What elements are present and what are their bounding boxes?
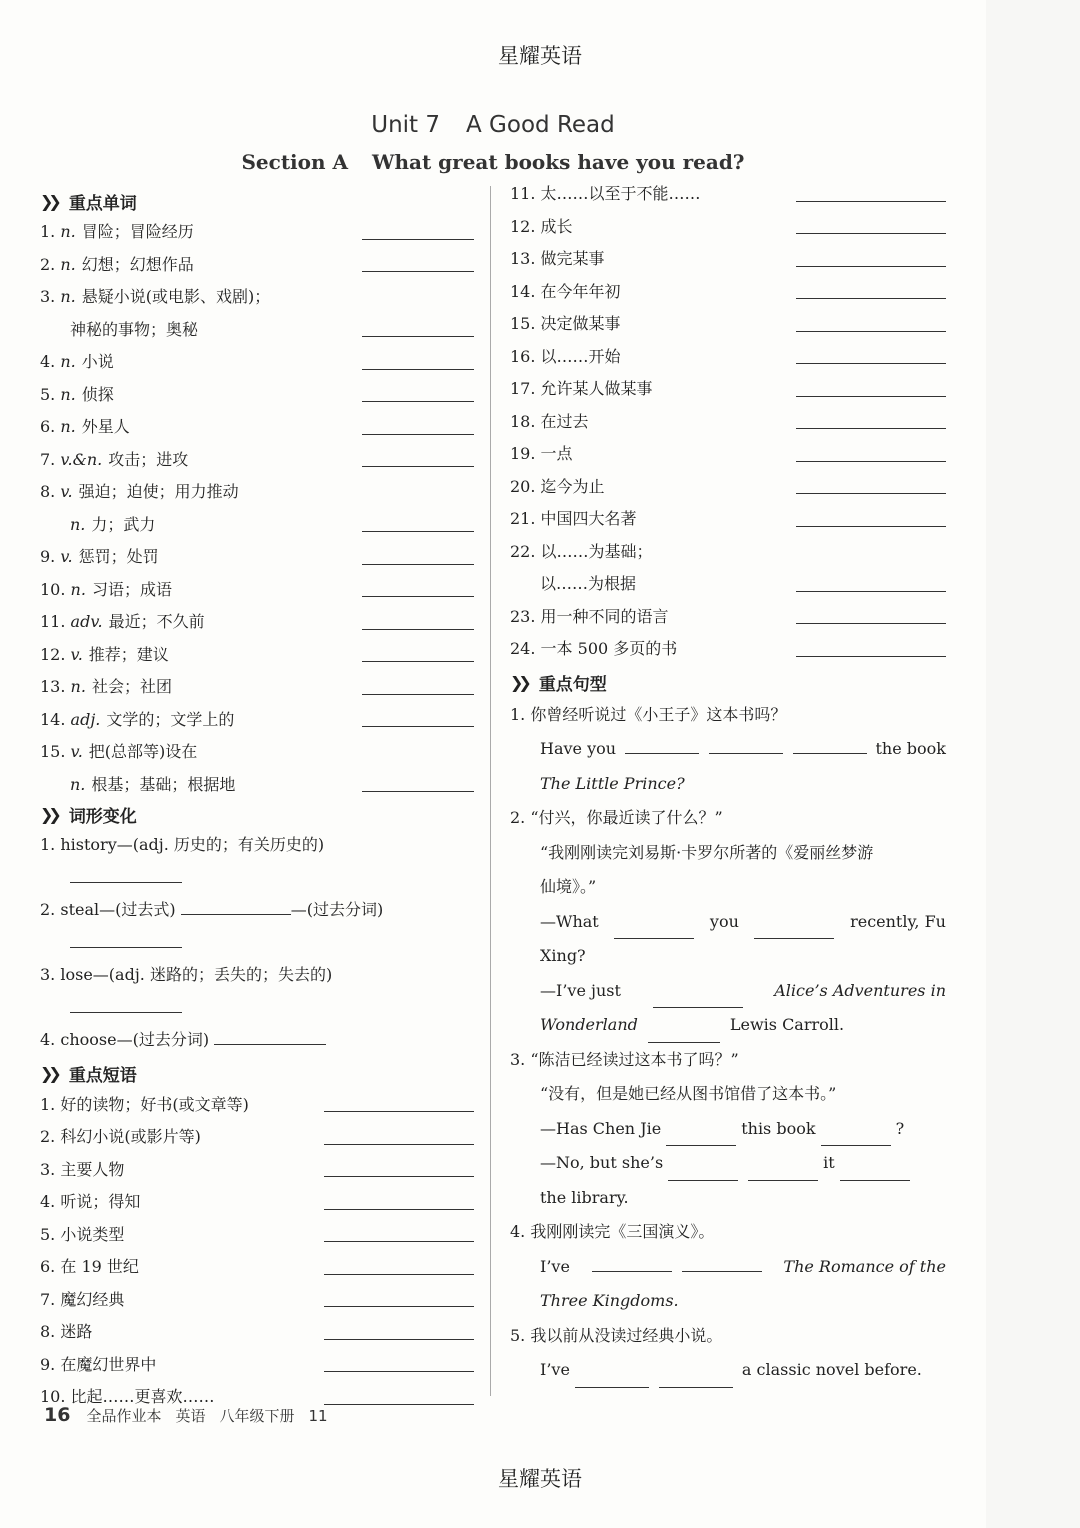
answer-blank[interactable] — [362, 563, 474, 565]
list-item: 17. 允许某人做某事 — [510, 373, 946, 406]
sentence-1-en-cont: The Little Prince? — [540, 773, 685, 793]
double-chevron-icon: ❯❯ — [40, 1064, 57, 1083]
answer-blank[interactable] — [592, 1270, 672, 1272]
unit-name: A Good Read — [466, 112, 615, 138]
answer-blank[interactable] — [362, 433, 474, 435]
answer-blank[interactable] — [324, 1143, 474, 1145]
answer-blank[interactable] — [614, 937, 694, 939]
unit-number: Unit 7 — [371, 112, 441, 138]
list-item: 2. 科幻小说(或影片等) — [40, 1121, 474, 1154]
column-divider — [490, 186, 491, 1396]
phrases-list-right — [510, 178, 946, 666]
list-item: 11. 太……以至于不能…… — [510, 178, 946, 211]
section-title — [0, 150, 986, 174]
answer-blank[interactable] — [796, 590, 946, 592]
answer-blank[interactable] — [362, 270, 474, 272]
forms-list — [40, 829, 474, 1057]
list-item: 5. n. 侦探 — [40, 379, 474, 412]
sentence-4-en: I’ve The Romance of the — [540, 1256, 946, 1276]
list-item: 14. adj. 文学的；文学上的 — [40, 704, 474, 737]
left-column — [40, 184, 474, 1414]
words-list — [40, 216, 474, 801]
answer-blank[interactable] — [70, 946, 182, 948]
answer-blank[interactable] — [362, 725, 474, 727]
sentence-5-en: I’ve a classic novel before. — [510, 1353, 946, 1388]
list-item: 20. 迄今为止 — [510, 471, 946, 504]
sentence-2-zh: 2. “付兴，你最近读了什么？” — [510, 808, 723, 827]
list-item: 11. adv. 最近；不久前 — [40, 606, 474, 639]
answer-blank[interactable] — [659, 1386, 733, 1388]
list-item-cont: 以……为根据 — [510, 568, 946, 601]
answer-blank[interactable] — [668, 1179, 738, 1181]
answer-blank[interactable] — [181, 913, 291, 915]
list-item: 8. 迷路 — [40, 1316, 474, 1349]
answer-blank[interactable] — [362, 790, 474, 792]
answer-blank[interactable] — [796, 232, 946, 234]
list-item: 23. 用一种不同的语言 — [510, 601, 946, 634]
answer-blank[interactable] — [840, 1179, 910, 1181]
list-item: 7. 魔幻经典 — [40, 1284, 474, 1317]
sentence-1-zh: 1. 你曾经听说过《小王子》这本书吗？ — [510, 704, 787, 724]
list-item-cont: n. 根基；基础；根据地 — [40, 769, 474, 802]
sentence-3-en: —Has Chen Jie this book ? — [510, 1112, 946, 1147]
double-chevron-icon: ❯❯ — [510, 673, 527, 692]
form-item: 4. choose—(过去分词) — [40, 1024, 474, 1057]
sentence-2-en: —What you recently, Fu — [510, 905, 946, 940]
list-item: 24. 一本 500 多页的书 — [510, 633, 946, 666]
sentence-1-en: Have you the book — [540, 739, 946, 758]
list-item: 14. 在今年年初 — [510, 276, 946, 309]
list-item: 1. n. 冒险；冒险经历 — [40, 216, 474, 249]
page-footer: 16 全品作业本 英语 八年级下册 11 — [44, 1404, 328, 1426]
section-heading-phrases: ❯❯ 重点短语 — [40, 1064, 137, 1086]
unit-title — [0, 112, 986, 138]
answer-blank[interactable] — [796, 362, 946, 364]
answer-blank[interactable] — [70, 1011, 182, 1013]
list-item: 3. 主要人物 — [40, 1154, 474, 1187]
section-heading-forms: ❯❯ 词形变化 — [40, 804, 137, 827]
page-number: 16 — [44, 1404, 71, 1426]
form-item: 2. steal—(过去式) —(过去分词) — [40, 900, 384, 919]
answer-blank[interactable] — [362, 595, 474, 597]
answer-blank[interactable] — [362, 400, 474, 402]
answer-blank[interactable] — [362, 465, 474, 467]
answer-blank[interactable] — [324, 1110, 474, 1112]
list-item: 6. 在 19 世纪 — [40, 1251, 474, 1284]
list-item: 15. v. 把(总部等)设在 — [40, 742, 198, 761]
answer-blank[interactable] — [796, 525, 946, 527]
answer-blank[interactable] — [362, 628, 474, 630]
answer-blank[interactable] — [796, 427, 946, 429]
list-item: 10. 比起……更喜欢…… — [40, 1381, 474, 1414]
section-heading-words: ❯❯ 重点单词 — [40, 191, 137, 214]
list-item: 22. 以……为基础； — [510, 541, 653, 561]
answer-blank[interactable] — [796, 265, 946, 267]
answer-blank[interactable] — [362, 660, 474, 662]
list-item: 8. v. 强迫；迫使；用力推动 — [40, 482, 239, 501]
list-item: 9. v. 惩罚；处罚 — [40, 541, 474, 574]
answer-blank[interactable] — [796, 655, 946, 657]
list-item: 7. v.&n. 攻击；进攻 — [40, 444, 474, 477]
list-item: 4. n. 小说 — [40, 346, 474, 379]
answer-blank[interactable] — [362, 693, 474, 695]
list-item: 12. v. 推荐；建议 — [40, 639, 474, 672]
section-label: Section A — [241, 150, 349, 174]
sentence-4-zh: 4. 我刚刚读完《三国演义》。 — [510, 1222, 715, 1241]
answer-blank[interactable] — [793, 752, 867, 754]
answer-blank[interactable] — [682, 1270, 762, 1272]
list-item: 13. 做完某事 — [510, 243, 946, 276]
list-item: 6. n. 外星人 — [40, 411, 474, 444]
list-item: 15. 决定做某事 — [510, 308, 946, 341]
answer-blank[interactable] — [796, 460, 946, 462]
answer-blank[interactable] — [324, 1208, 474, 1210]
answer-blank[interactable] — [362, 530, 474, 532]
answer-blank[interactable] — [796, 622, 946, 624]
list-item: 3. n. 悬疑小说(或电影、戏剧)； — [40, 287, 271, 306]
answer-blank[interactable] — [362, 238, 474, 240]
list-item: 1. 好的读物；好书(或文章等) — [40, 1089, 474, 1122]
answer-blank[interactable] — [362, 335, 474, 337]
answer-blank[interactable] — [324, 1305, 474, 1307]
answer-blank[interactable] — [324, 1403, 474, 1405]
answer-blank[interactable] — [796, 297, 946, 299]
form-item: 1. history—(adj. 历史的；有关历史的) — [40, 835, 325, 854]
answer-blank[interactable] — [575, 1386, 649, 1388]
answer-blank[interactable] — [362, 368, 474, 370]
list-item: 4. 听说；得知 — [40, 1186, 474, 1219]
section-question: What great books have you read? — [372, 150, 745, 174]
answer-blank[interactable] — [214, 1043, 326, 1045]
list-item-cont: n. 力；武力 — [40, 509, 474, 542]
answer-blank[interactable] — [709, 752, 783, 754]
answer-blank[interactable] — [796, 492, 946, 494]
answer-blank[interactable] — [748, 1179, 818, 1181]
watermark-bottom: 星耀英语 — [498, 1467, 582, 1491]
list-item: 13. n. 社会；社团 — [40, 671, 474, 704]
list-item: 9. 在魔幻世界中 — [40, 1349, 474, 1382]
answer-blank[interactable] — [796, 330, 946, 332]
watermark-top: 星耀英语 — [498, 44, 582, 68]
list-item: 19. 一点 — [510, 438, 946, 471]
right-column — [510, 178, 946, 1388]
list-item: 10. n. 习语；成语 — [40, 574, 474, 607]
section-heading-sentences: ❯❯ 重点句型 — [510, 673, 607, 695]
answer-blank[interactable] — [324, 1370, 474, 1372]
answer-blank[interactable] — [324, 1338, 474, 1340]
sentence-5-zh: 5. 我以前从没读过经典小说。 — [510, 1325, 723, 1345]
double-chevron-icon: ❯❯ — [40, 191, 57, 211]
answer-blank[interactable] — [70, 881, 182, 883]
form-item: 3. lose—(adj. 迷路的；丢失的；失去的) — [40, 965, 333, 984]
sentences-list: 1. 你曾经听说过《小王子》这本书吗？ Have you the book The Little Prince? 2. “付兴，你最近读了什么？” “我刚刚读完刘易斯·卡罗尔所著的《爱丽丝梦游 仙境》。” —What you recently, Fu Xing? —I’ve just Alice’s Adventures in Wonderland Lewis Carroll. 3. “陈洁已经读过这本书了吗？” “没有，但是她已经从图书馆借了这本书。” —Has Chen Jie this book ? —No, but she’s it the library. 4. 我刚刚读完《三国演义》。 I’ve The Romance of the Three Kingdoms. 5. 我以前从没读过经典小说。 I’ve a classic novel before. — [510, 698, 946, 1388]
list-item: 16. 以……开始 — [510, 341, 946, 374]
answer-blank[interactable] — [796, 395, 946, 397]
list-item: 12. 成长 — [510, 211, 946, 244]
list-item: 2. n. 幻想；幻想作品 — [40, 249, 474, 282]
answer-blank[interactable] — [666, 1144, 736, 1146]
answer-blank[interactable] — [625, 752, 699, 754]
answer-blank[interactable] — [324, 1240, 474, 1242]
answer-blank[interactable] — [796, 200, 946, 202]
answer-blank[interactable] — [754, 937, 834, 939]
list-item: 21. 中国四大名著 — [510, 503, 946, 536]
phrases-list-left — [40, 1089, 474, 1414]
double-chevron-icon: ❯❯ — [40, 804, 57, 824]
answer-blank[interactable] — [324, 1273, 474, 1275]
list-item: 5. 小说类型 — [40, 1219, 474, 1252]
list-item: 18. 在过去 — [510, 406, 946, 439]
answer-blank[interactable] — [324, 1175, 474, 1177]
sentence-3-zh: 3. “陈洁已经读过这本书了吗？” — [510, 1049, 739, 1069]
list-item-cont: 神秘的事物；奥秘 — [40, 314, 474, 347]
